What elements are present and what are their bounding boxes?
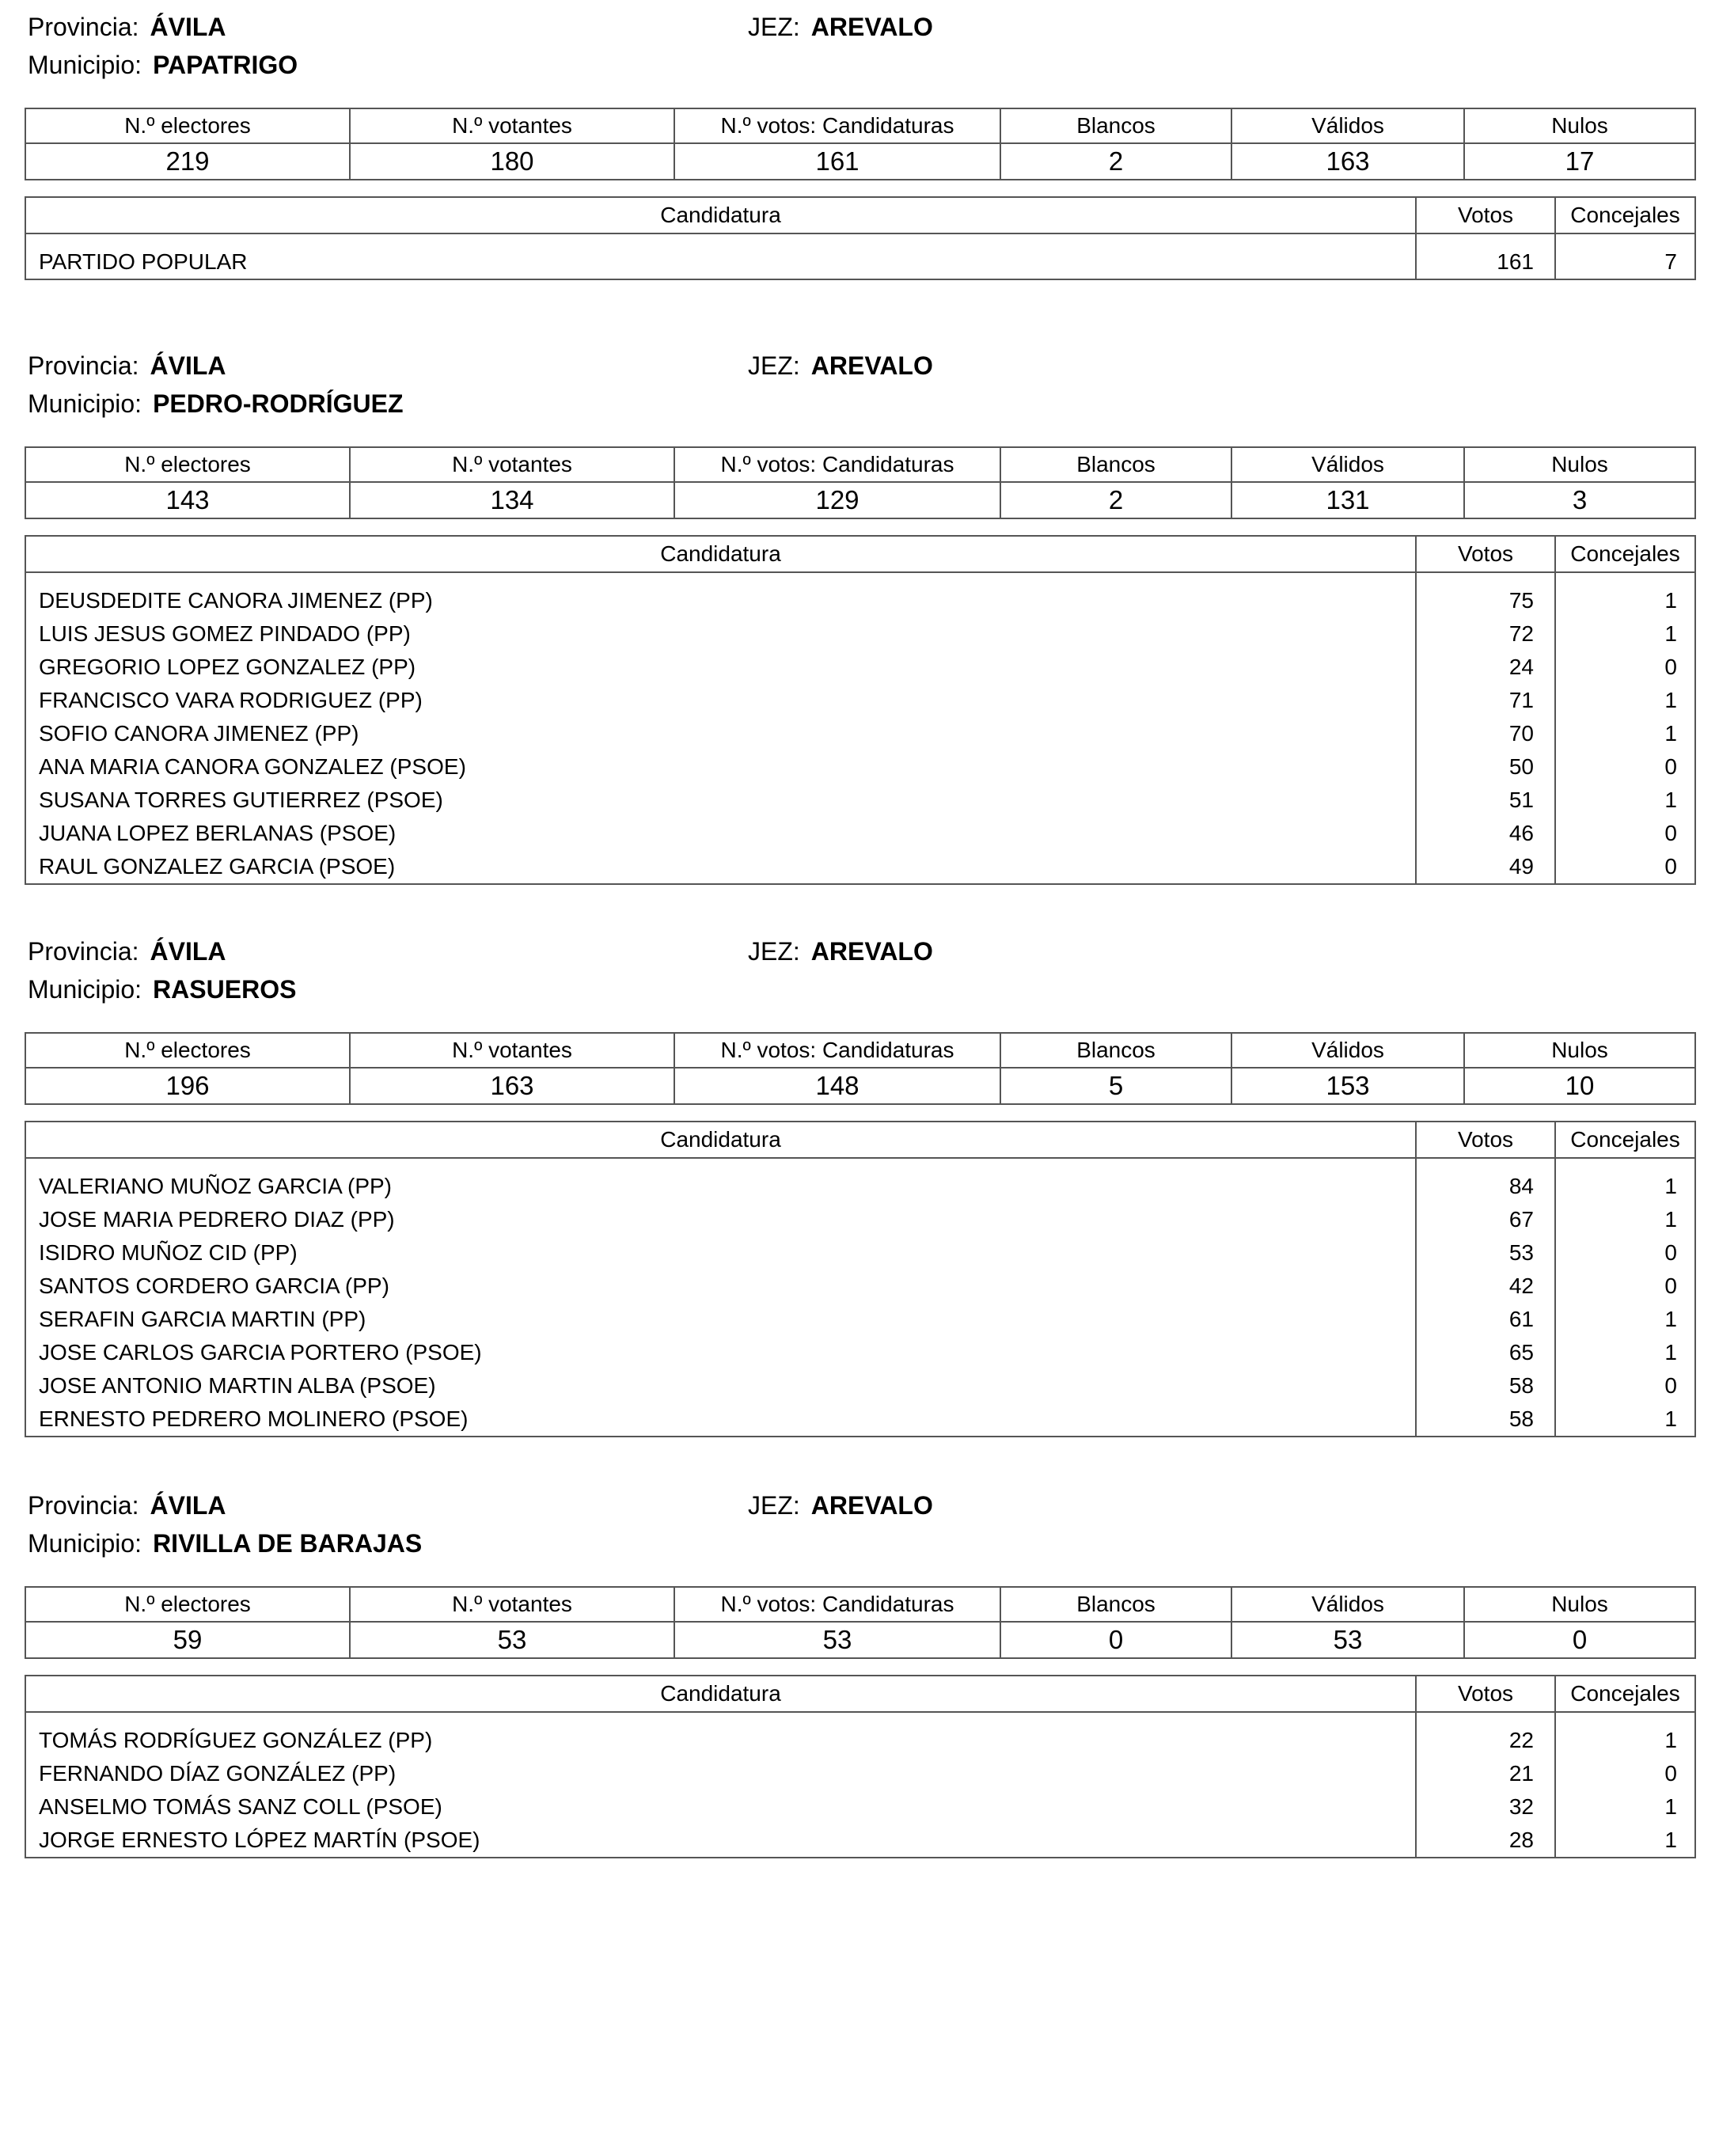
stats-header-cell: Blancos bbox=[1000, 1587, 1231, 1622]
stats-header-cell: Válidos bbox=[1231, 447, 1464, 482]
candidate-concejales: 0 bbox=[1555, 817, 1695, 850]
candidate-concejales: 1 bbox=[1555, 584, 1695, 617]
stats-header-cell: N.º electores bbox=[25, 1033, 350, 1068]
candidate-row bbox=[25, 1757, 1695, 1790]
municipio-line bbox=[28, 388, 404, 419]
spacer-row bbox=[25, 1158, 1695, 1170]
concejales-header: Concejales bbox=[1555, 197, 1695, 233]
stats-value-cell: 59 bbox=[25, 1622, 350, 1658]
stats-value-cell: 17 bbox=[1464, 143, 1695, 180]
candidates-header-row bbox=[25, 536, 1695, 572]
candidates-table bbox=[25, 1121, 1696, 1437]
provincia-label: Provincia: bbox=[28, 13, 139, 41]
stats-header-cell: Válidos bbox=[1231, 1033, 1464, 1068]
stats-header-cell: Válidos bbox=[1231, 1587, 1464, 1622]
stats-header-cell: N.º votos: Candidaturas bbox=[674, 108, 1000, 143]
candidate-name: SOFIO CANORA JIMENEZ (PP) bbox=[25, 717, 1416, 750]
candidate-name: TOMÁS RODRÍGUEZ GONZÁLEZ (PP) bbox=[25, 1724, 1416, 1757]
stats-table bbox=[25, 446, 1696, 519]
candidate-name: JOSE CARLOS GARCIA PORTERO (PSOE) bbox=[25, 1336, 1416, 1369]
stats-table bbox=[25, 108, 1696, 180]
stats-value-cell: 163 bbox=[1231, 143, 1464, 180]
stats-header-cell: N.º votantes bbox=[350, 108, 674, 143]
provincia-label: Provincia: bbox=[28, 1491, 139, 1520]
spacer-cell bbox=[1416, 1712, 1555, 1724]
candidate-concejales: 1 bbox=[1555, 1403, 1695, 1437]
stats-header-cell: Nulos bbox=[1464, 447, 1695, 482]
municipio-value: PEDRO-RODRÍGUEZ bbox=[153, 389, 404, 418]
votos-header: Votos bbox=[1416, 197, 1555, 233]
stats-header-row bbox=[25, 1587, 1695, 1622]
stats-value-cell: 3 bbox=[1464, 482, 1695, 518]
candidatura-header: Candidatura bbox=[25, 1122, 1416, 1158]
stats-value-cell: 53 bbox=[1231, 1622, 1464, 1658]
candidate-row bbox=[25, 584, 1695, 617]
candidate-row bbox=[25, 1303, 1695, 1336]
stats-value-cell: 196 bbox=[25, 1068, 350, 1104]
spacer-cell bbox=[1416, 572, 1555, 584]
candidate-concejales: 0 bbox=[1555, 1236, 1695, 1270]
candidate-name: ANA MARIA CANORA GONZALEZ (PSOE) bbox=[25, 750, 1416, 784]
candidate-concejales: 1 bbox=[1555, 784, 1695, 817]
candidate-row bbox=[25, 1170, 1695, 1203]
candidatura-header: Candidatura bbox=[25, 536, 1416, 572]
stats-header-cell: N.º votantes bbox=[350, 1587, 674, 1622]
municipio-label: Municipio: bbox=[28, 1529, 142, 1558]
candidate-name: PARTIDO POPULAR bbox=[25, 245, 1416, 279]
candidate-votos: 72 bbox=[1416, 617, 1555, 651]
candidate-concejales: 0 bbox=[1555, 1270, 1695, 1303]
candidate-name: DEUSDEDITE CANORA JIMENEZ (PP) bbox=[25, 584, 1416, 617]
candidate-row bbox=[25, 1403, 1695, 1437]
candidate-name: ANSELMO TOMÁS SANZ COLL (PSOE) bbox=[25, 1790, 1416, 1824]
stats-header-cell: N.º electores bbox=[25, 108, 350, 143]
candidate-row bbox=[25, 750, 1695, 784]
candidates-header-row bbox=[25, 197, 1695, 233]
votos-header: Votos bbox=[1416, 1676, 1555, 1712]
candidate-row bbox=[25, 245, 1695, 279]
stats-value-cell: 180 bbox=[350, 143, 674, 180]
stats-value-cell: 0 bbox=[1000, 1622, 1231, 1658]
candidate-name: GREGORIO LOPEZ GONZALEZ (PP) bbox=[25, 651, 1416, 684]
candidate-name: JOSE ANTONIO MARTIN ALBA (PSOE) bbox=[25, 1369, 1416, 1403]
candidate-name: SANTOS CORDERO GARCIA (PP) bbox=[25, 1270, 1416, 1303]
candidate-row bbox=[25, 1336, 1695, 1369]
votos-header: Votos bbox=[1416, 536, 1555, 572]
municipio-line bbox=[28, 49, 298, 81]
stats-header-cell: Blancos bbox=[1000, 447, 1231, 482]
provincia-line bbox=[28, 11, 226, 43]
candidate-concejales: 7 bbox=[1555, 245, 1695, 279]
candidate-name: JOSE MARIA PEDRERO DIAZ (PP) bbox=[25, 1203, 1416, 1236]
spacer-row bbox=[25, 233, 1695, 245]
candidate-votos: 42 bbox=[1416, 1270, 1555, 1303]
municipio-line bbox=[28, 1528, 422, 1559]
provincia-value: ÁVILA bbox=[150, 13, 226, 41]
stats-values-row bbox=[25, 1068, 1695, 1104]
municipio-value: RASUEROS bbox=[153, 975, 297, 1004]
candidate-votos: 61 bbox=[1416, 1303, 1555, 1336]
candidate-row bbox=[25, 1724, 1695, 1757]
jez-line bbox=[748, 11, 933, 43]
stats-header-cell: N.º electores bbox=[25, 447, 350, 482]
stats-value-cell: 129 bbox=[674, 482, 1000, 518]
candidates-header-row bbox=[25, 1676, 1695, 1712]
jez-line bbox=[748, 350, 933, 381]
spacer-row bbox=[25, 1712, 1695, 1724]
stats-header-cell: N.º votantes bbox=[350, 1033, 674, 1068]
candidate-votos: 53 bbox=[1416, 1236, 1555, 1270]
spacer-row bbox=[25, 572, 1695, 584]
candidate-votos: 50 bbox=[1416, 750, 1555, 784]
stats-header-cell: Nulos bbox=[1464, 1033, 1695, 1068]
candidate-votos: 22 bbox=[1416, 1724, 1555, 1757]
jez-line bbox=[748, 936, 933, 967]
spacer-cell bbox=[1555, 1712, 1695, 1724]
candidate-concejales: 1 bbox=[1555, 1724, 1695, 1757]
candidate-concejales: 1 bbox=[1555, 617, 1695, 651]
municipio-label: Municipio: bbox=[28, 975, 142, 1004]
stats-value-cell: 153 bbox=[1231, 1068, 1464, 1104]
spacer-cell bbox=[1555, 233, 1695, 245]
stats-value-cell: 2 bbox=[1000, 482, 1231, 518]
stats-header-cell: Nulos bbox=[1464, 1587, 1695, 1622]
spacer-cell bbox=[25, 1712, 1416, 1724]
candidate-name: ISIDRO MUÑOZ CID (PP) bbox=[25, 1236, 1416, 1270]
stats-header-cell: N.º votantes bbox=[350, 447, 674, 482]
municipio-value: RIVILLA DE BARAJAS bbox=[153, 1529, 423, 1558]
spacer-cell bbox=[1555, 572, 1695, 584]
candidate-name: LUIS JESUS GOMEZ PINDADO (PP) bbox=[25, 617, 1416, 651]
stats-values-row bbox=[25, 143, 1695, 180]
candidate-votos: 58 bbox=[1416, 1369, 1555, 1403]
candidate-row bbox=[25, 651, 1695, 684]
candidate-concejales: 0 bbox=[1555, 750, 1695, 784]
candidate-row bbox=[25, 1236, 1695, 1270]
municipio-line bbox=[28, 974, 296, 1005]
candidate-concejales: 0 bbox=[1555, 850, 1695, 884]
jez-value: AREVALO bbox=[810, 351, 933, 380]
concejales-header: Concejales bbox=[1555, 1676, 1695, 1712]
stats-value-cell: 53 bbox=[350, 1622, 674, 1658]
stats-value-cell: 219 bbox=[25, 143, 350, 180]
candidates-table bbox=[25, 1675, 1696, 1858]
candidate-concejales: 1 bbox=[1555, 1303, 1695, 1336]
spacer-cell bbox=[25, 572, 1416, 584]
candidate-row bbox=[25, 1203, 1695, 1236]
stats-header-cell: N.º votos: Candidaturas bbox=[674, 447, 1000, 482]
candidates-header-row bbox=[25, 1122, 1695, 1158]
candidate-name: JUANA LOPEZ BERLANAS (PSOE) bbox=[25, 817, 1416, 850]
provincia-value: ÁVILA bbox=[150, 937, 226, 966]
stats-table bbox=[25, 1586, 1696, 1659]
candidate-votos: 32 bbox=[1416, 1790, 1555, 1824]
stats-values-row bbox=[25, 482, 1695, 518]
stats-value-cell: 163 bbox=[350, 1068, 674, 1104]
stats-value-cell: 53 bbox=[674, 1622, 1000, 1658]
candidatura-header: Candidatura bbox=[25, 1676, 1416, 1712]
stats-value-cell: 161 bbox=[674, 143, 1000, 180]
spacer-cell bbox=[1416, 233, 1555, 245]
jez-value: AREVALO bbox=[810, 13, 933, 41]
candidate-name: VALERIANO MUÑOZ GARCIA (PP) bbox=[25, 1170, 1416, 1203]
candidate-votos: 84 bbox=[1416, 1170, 1555, 1203]
jez-value: AREVALO bbox=[810, 1491, 933, 1520]
candidate-concejales: 1 bbox=[1555, 1170, 1695, 1203]
candidate-name: RAUL GONZALEZ GARCIA (PSOE) bbox=[25, 850, 1416, 884]
spacer-cell bbox=[25, 233, 1416, 245]
candidate-votos: 71 bbox=[1416, 684, 1555, 717]
candidate-votos: 46 bbox=[1416, 817, 1555, 850]
stats-header-row bbox=[25, 447, 1695, 482]
jez-value: AREVALO bbox=[810, 937, 933, 966]
stats-header-cell: Nulos bbox=[1464, 108, 1695, 143]
candidate-votos: 21 bbox=[1416, 1757, 1555, 1790]
candidate-concejales: 1 bbox=[1555, 1790, 1695, 1824]
jez-line bbox=[748, 1490, 933, 1521]
candidate-votos: 49 bbox=[1416, 850, 1555, 884]
concejales-header: Concejales bbox=[1555, 536, 1695, 572]
stats-value-cell: 143 bbox=[25, 482, 350, 518]
candidate-concejales: 0 bbox=[1555, 1757, 1695, 1790]
candidate-votos: 67 bbox=[1416, 1203, 1555, 1236]
candidate-row bbox=[25, 684, 1695, 717]
candidate-row bbox=[25, 1790, 1695, 1824]
candidate-name: FRANCISCO VARA RODRIGUEZ (PP) bbox=[25, 684, 1416, 717]
stats-value-cell: 5 bbox=[1000, 1068, 1231, 1104]
stats-header-cell: Blancos bbox=[1000, 108, 1231, 143]
candidate-concejales: 0 bbox=[1555, 651, 1695, 684]
candidate-row bbox=[25, 717, 1695, 750]
candidate-name: JORGE ERNESTO LÓPEZ MARTÍN (PSOE) bbox=[25, 1824, 1416, 1858]
stats-value-cell: 10 bbox=[1464, 1068, 1695, 1104]
spacer-cell bbox=[1416, 1158, 1555, 1170]
stats-value-cell: 131 bbox=[1231, 482, 1464, 518]
concejales-header: Concejales bbox=[1555, 1122, 1695, 1158]
candidate-name: FERNANDO DÍAZ GONZÁLEZ (PP) bbox=[25, 1757, 1416, 1790]
provincia-line bbox=[28, 350, 226, 381]
provincia-value: ÁVILA bbox=[150, 351, 226, 380]
provincia-line bbox=[28, 1490, 226, 1521]
candidates-table bbox=[25, 535, 1696, 885]
spacer-cell bbox=[25, 1158, 1416, 1170]
provincia-label: Provincia: bbox=[28, 351, 139, 380]
stats-value-cell: 2 bbox=[1000, 143, 1231, 180]
candidate-row bbox=[25, 784, 1695, 817]
candidate-votos: 161 bbox=[1416, 245, 1555, 279]
candidate-votos: 58 bbox=[1416, 1403, 1555, 1437]
candidate-votos: 28 bbox=[1416, 1824, 1555, 1858]
stats-value-cell: 148 bbox=[674, 1068, 1000, 1104]
candidate-votos: 51 bbox=[1416, 784, 1555, 817]
candidate-name: SUSANA TORRES GUTIERREZ (PSOE) bbox=[25, 784, 1416, 817]
candidate-concejales: 0 bbox=[1555, 1369, 1695, 1403]
spacer-cell bbox=[1555, 1158, 1695, 1170]
candidate-name: ERNESTO PEDRERO MOLINERO (PSOE) bbox=[25, 1403, 1416, 1437]
jez-label: JEZ: bbox=[748, 1491, 800, 1520]
provincia-value: ÁVILA bbox=[150, 1491, 226, 1520]
stats-header-cell: N.º votos: Candidaturas bbox=[674, 1033, 1000, 1068]
candidate-votos: 70 bbox=[1416, 717, 1555, 750]
candidate-row bbox=[25, 1369, 1695, 1403]
stats-header-cell: N.º votos: Candidaturas bbox=[674, 1587, 1000, 1622]
candidates-table bbox=[25, 196, 1696, 280]
jez-label: JEZ: bbox=[748, 937, 800, 966]
candidate-row bbox=[25, 850, 1695, 884]
stats-header-cell: Blancos bbox=[1000, 1033, 1231, 1068]
municipio-value: PAPATRIGO bbox=[153, 51, 298, 79]
candidate-name: SERAFIN GARCIA MARTIN (PP) bbox=[25, 1303, 1416, 1336]
jez-label: JEZ: bbox=[748, 351, 800, 380]
provincia-label: Provincia: bbox=[28, 937, 139, 966]
stats-value-cell: 0 bbox=[1464, 1622, 1695, 1658]
candidate-concejales: 1 bbox=[1555, 717, 1695, 750]
stats-header-row bbox=[25, 108, 1695, 143]
candidate-votos: 65 bbox=[1416, 1336, 1555, 1369]
candidate-concejales: 1 bbox=[1555, 1336, 1695, 1369]
municipio-label: Municipio: bbox=[28, 389, 142, 418]
candidatura-header: Candidatura bbox=[25, 197, 1416, 233]
stats-value-cell: 134 bbox=[350, 482, 674, 518]
stats-table bbox=[25, 1032, 1696, 1105]
votos-header: Votos bbox=[1416, 1122, 1555, 1158]
candidate-concejales: 1 bbox=[1555, 1824, 1695, 1858]
candidate-concejales: 1 bbox=[1555, 1203, 1695, 1236]
jez-label: JEZ: bbox=[748, 13, 800, 41]
stats-values-row bbox=[25, 1622, 1695, 1658]
candidate-votos: 75 bbox=[1416, 584, 1555, 617]
candidate-row bbox=[25, 1824, 1695, 1858]
candidate-concejales: 1 bbox=[1555, 684, 1695, 717]
municipio-label: Municipio: bbox=[28, 51, 142, 79]
stats-header-cell: Válidos bbox=[1231, 108, 1464, 143]
stats-header-cell: N.º electores bbox=[25, 1587, 350, 1622]
provincia-line bbox=[28, 936, 226, 967]
candidate-row bbox=[25, 617, 1695, 651]
candidate-row bbox=[25, 817, 1695, 850]
candidate-votos: 24 bbox=[1416, 651, 1555, 684]
stats-header-row bbox=[25, 1033, 1695, 1068]
candidate-row bbox=[25, 1270, 1695, 1303]
